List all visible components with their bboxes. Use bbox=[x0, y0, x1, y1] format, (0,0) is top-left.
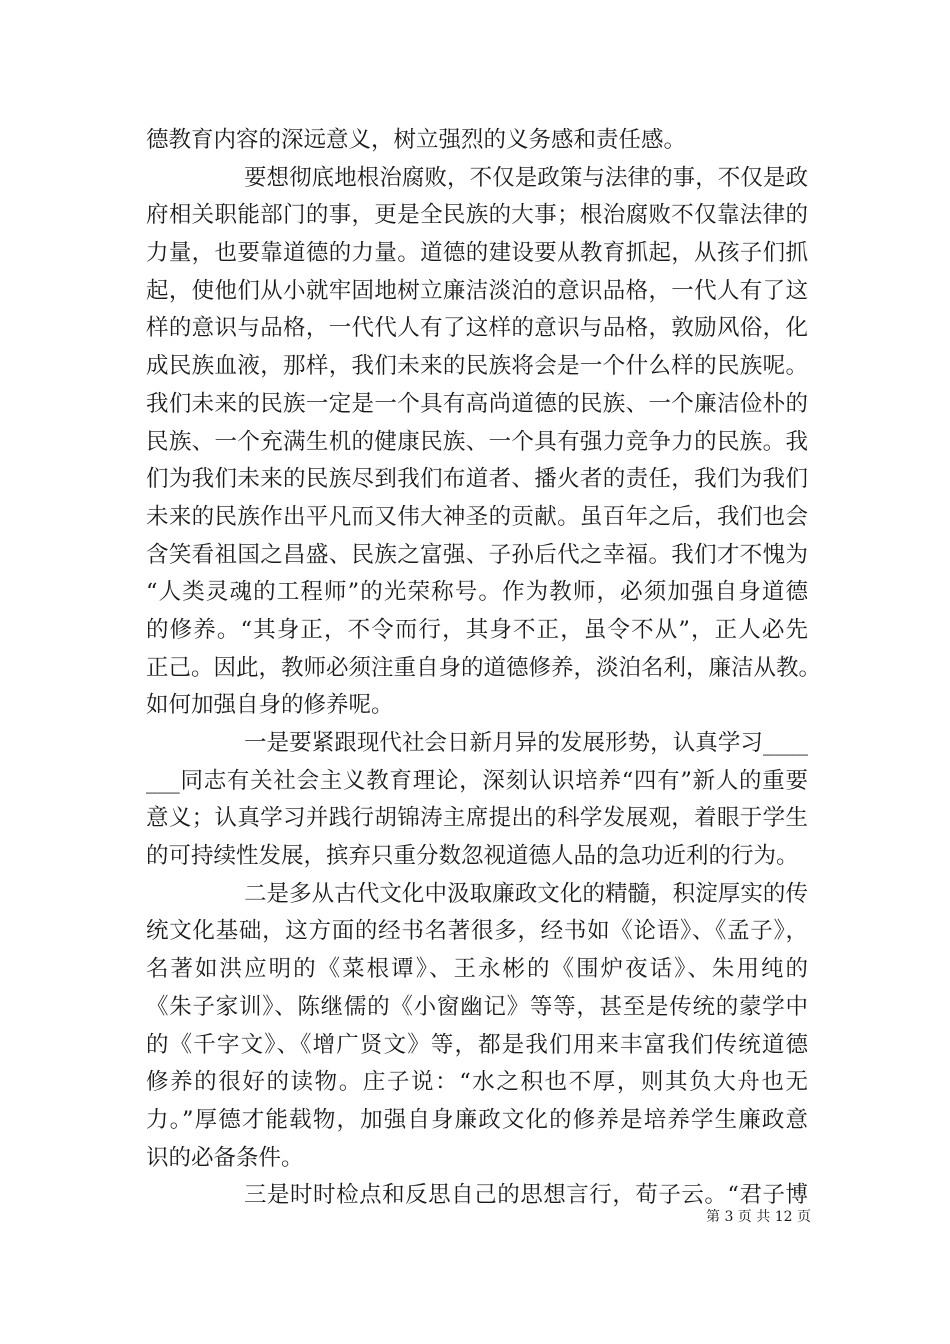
paragraph-first-line: 三是时时检点和反思自己的思想言行，荀子云。“君子博 bbox=[244, 1182, 808, 1209]
text-line: 府相关职能部门的事，更是全民族的大事；根治腐败不仅靠法律的 bbox=[146, 202, 808, 229]
text-line: 名著如洪应明的《菜根谭》、王永彬的《围炉夜话》、朱用纯的 bbox=[146, 956, 808, 983]
text-line: 识的必备条件。 bbox=[146, 1144, 304, 1171]
text-line: 力量，也要靠道德的力量。道德的建设要从教育抓起，从孩子们抓 bbox=[146, 240, 808, 267]
paragraph-first-line: 一是要紧跟现代社会日新月异的发展形势，认真学习____ bbox=[244, 730, 808, 756]
text-line: 样的意识与品格，一代代人有了这样的意识与品格，敦励风俗，化 bbox=[146, 315, 808, 342]
text-line: ___同志有关社会主义教育理论，深刻认识培养“四有”新人的重要 bbox=[146, 767, 808, 794]
text-line: 统文化基础，这方面的经书名著很多，经书如《论语》、《孟子》， bbox=[146, 918, 808, 945]
text-line: 起，使他们从小就牢固地树立廉洁淡泊的意识品格，一代人有了这 bbox=[146, 277, 808, 304]
paragraph-first-line: 要想彻底地根治腐败，不仅是政策与法律的事，不仅是政 bbox=[244, 164, 808, 191]
body-text bbox=[146, 122, 822, 1215]
text-line: 《朱子家训》、陈继儒的《小窗幽记》等等，甚至是传统的蒙学中 bbox=[146, 993, 808, 1020]
text-line: 民族、一个充满生机的健康民族、一个具有强力竞争力的民族。我 bbox=[146, 428, 808, 455]
text-line: 的《千字文》、《增广贤文》等，都是我们用来丰富我们传统道德 bbox=[146, 1031, 808, 1058]
text-line: 的可持续性发展，摈弃只重分数忽视道德人品的急功近利的行为。 bbox=[146, 843, 799, 870]
text-line: 含笑看祖国之昌盛、民族之富强、子孙后代之幸福。我们才不愧为 bbox=[146, 541, 808, 568]
text-line: 的修养。“其身正，不令而行，其身不正，虽令不从”，正人必先 bbox=[146, 616, 808, 643]
text-line: 如何加强自身的修养呢。 bbox=[146, 692, 394, 719]
paragraph-first-line: 二是多从古代文化中汲取廉政文化的精髓，积淀厚实的传 bbox=[244, 880, 808, 907]
text-line: 未来的民族作出平凡而又伟大神圣的贡献。虽百年之后，我们也会 bbox=[146, 503, 808, 530]
text-line: 正己。因此，教师必须注重自身的道德修养，淡泊名利，廉洁从教。 bbox=[146, 654, 822, 681]
text-line: 意义；认真学习并践行胡锦涛主席提出的科学发展观，着眼于学生 bbox=[146, 805, 808, 832]
text-line: 成民族血液，那样，我们未来的民族将会是一个什么样的民族呢。 bbox=[146, 353, 808, 380]
text-line: 力。”厚德才能载物，加强自身廉政文化的修养是培养学生廉政意 bbox=[146, 1106, 808, 1133]
text-line: 们为我们未来的民族尽到我们布道者、播火者的责任，我们为我们 bbox=[146, 466, 808, 493]
text-line: 我们未来的民族一定是一个具有高尚道德的民族、一个廉洁俭朴的 bbox=[146, 390, 808, 417]
page-number: 第 3 页 共 12 页 bbox=[706, 1209, 811, 1225]
text-line: 修养的很好的读物。庄子说：“水之积也不厚，则其负大舟也无 bbox=[146, 1069, 808, 1096]
text-line: 德教育内容的深远意义，树立强烈的义务感和责任感。 bbox=[146, 127, 687, 153]
text-line: “人类灵魂的工程师”的光荣称号。作为教师，必须加强自身道德 bbox=[146, 579, 808, 606]
